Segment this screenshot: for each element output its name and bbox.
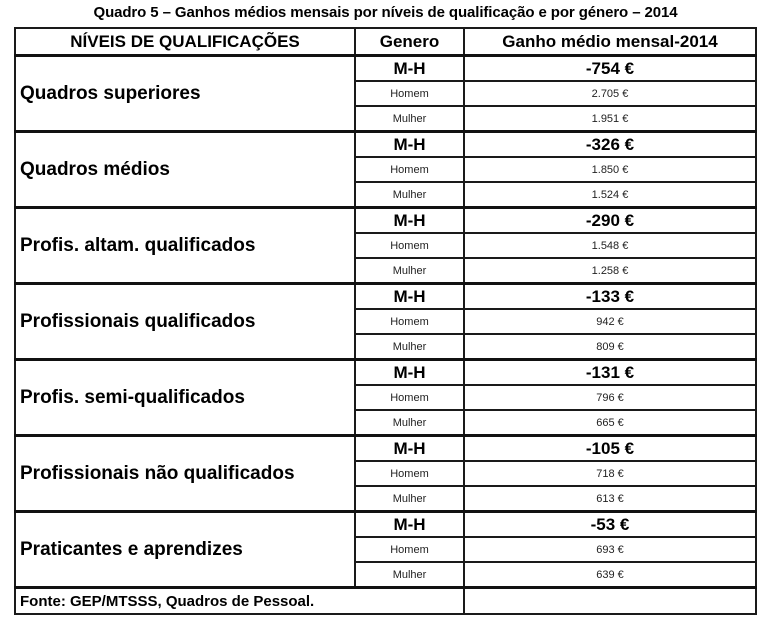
qualification-level: Profis. semi-qualificados [15,360,355,436]
gender-cell: Mulher [355,334,464,360]
earnings-cell: 718 € [464,461,756,486]
gender-cell: Homem [355,385,464,410]
gender-cell: Homem [355,157,464,182]
earnings-cell: 1.548 € [464,233,756,258]
footer-empty-cell [464,588,756,615]
gender-cell: Mulher [355,258,464,284]
table-row-difference [15,284,756,310]
qualification-level: Profis. altam. qualificados [15,208,355,284]
qualification-level: Quadros superiores [15,56,355,132]
earnings-cell: 796 € [464,385,756,410]
earnings-cell: 1.258 € [464,258,756,284]
gender-cell: Mulher [355,410,464,436]
earnings-cell: 2.705 € [464,81,756,106]
header-earnings: Ganho médio mensal-2014 [464,28,756,56]
table-row-difference [15,360,756,386]
gender-cell: M-H [355,56,464,82]
header-row [15,28,756,56]
table-row-difference [15,208,756,234]
earnings-cell: -326 € [464,132,756,158]
gender-cell: Homem [355,537,464,562]
gender-cell: M-H [355,132,464,158]
table-row-difference [15,436,756,462]
source-note: Fonte: GEP/MTSSS, Quadros de Pessoal. [15,588,464,615]
earnings-cell: 1.524 € [464,182,756,208]
qualification-earnings-table [14,27,757,615]
gender-cell: M-H [355,512,464,538]
gender-cell: Mulher [355,106,464,132]
earnings-cell: -53 € [464,512,756,538]
footer-row [15,588,756,615]
gender-cell: M-H [355,208,464,234]
gender-cell: Mulher [355,182,464,208]
earnings-cell: 665 € [464,410,756,436]
earnings-cell: 809 € [464,334,756,360]
qualification-level: Quadros médios [15,132,355,208]
earnings-cell: 693 € [464,537,756,562]
earnings-cell: 1.951 € [464,106,756,132]
gender-cell: M-H [355,436,464,462]
table-row-difference [15,56,756,82]
qualification-level: Profissionais não qualificados [15,436,355,512]
earnings-cell: 613 € [464,486,756,512]
gender-cell: Mulher [355,562,464,588]
earnings-cell: 942 € [464,309,756,334]
table-title: Quadro 5 – Ganhos médios mensais por níveis de qualificação e por género – 2014 [93,4,678,21]
earnings-cell: 639 € [464,562,756,588]
header-levels: NÍVEIS DE QUALIFICAÇÕES [15,28,355,56]
earnings-cell: -131 € [464,360,756,386]
gender-cell: Homem [355,309,464,334]
gender-cell: Homem [355,233,464,258]
gender-cell: Mulher [355,486,464,512]
earnings-cell: 1.850 € [464,157,756,182]
earnings-cell: -133 € [464,284,756,310]
table-row-difference [15,512,756,538]
gender-cell: M-H [355,284,464,310]
gender-cell: M-H [355,360,464,386]
gender-cell: Homem [355,81,464,106]
header-gender: Genero [355,28,464,56]
gender-cell: Homem [355,461,464,486]
earnings-cell: -754 € [464,56,756,82]
qualification-level: Praticantes e aprendizes [15,512,355,588]
table-row-difference [15,132,756,158]
earnings-cell: -105 € [464,436,756,462]
earnings-cell: -290 € [464,208,756,234]
qualification-level: Profissionais qualificados [15,284,355,360]
